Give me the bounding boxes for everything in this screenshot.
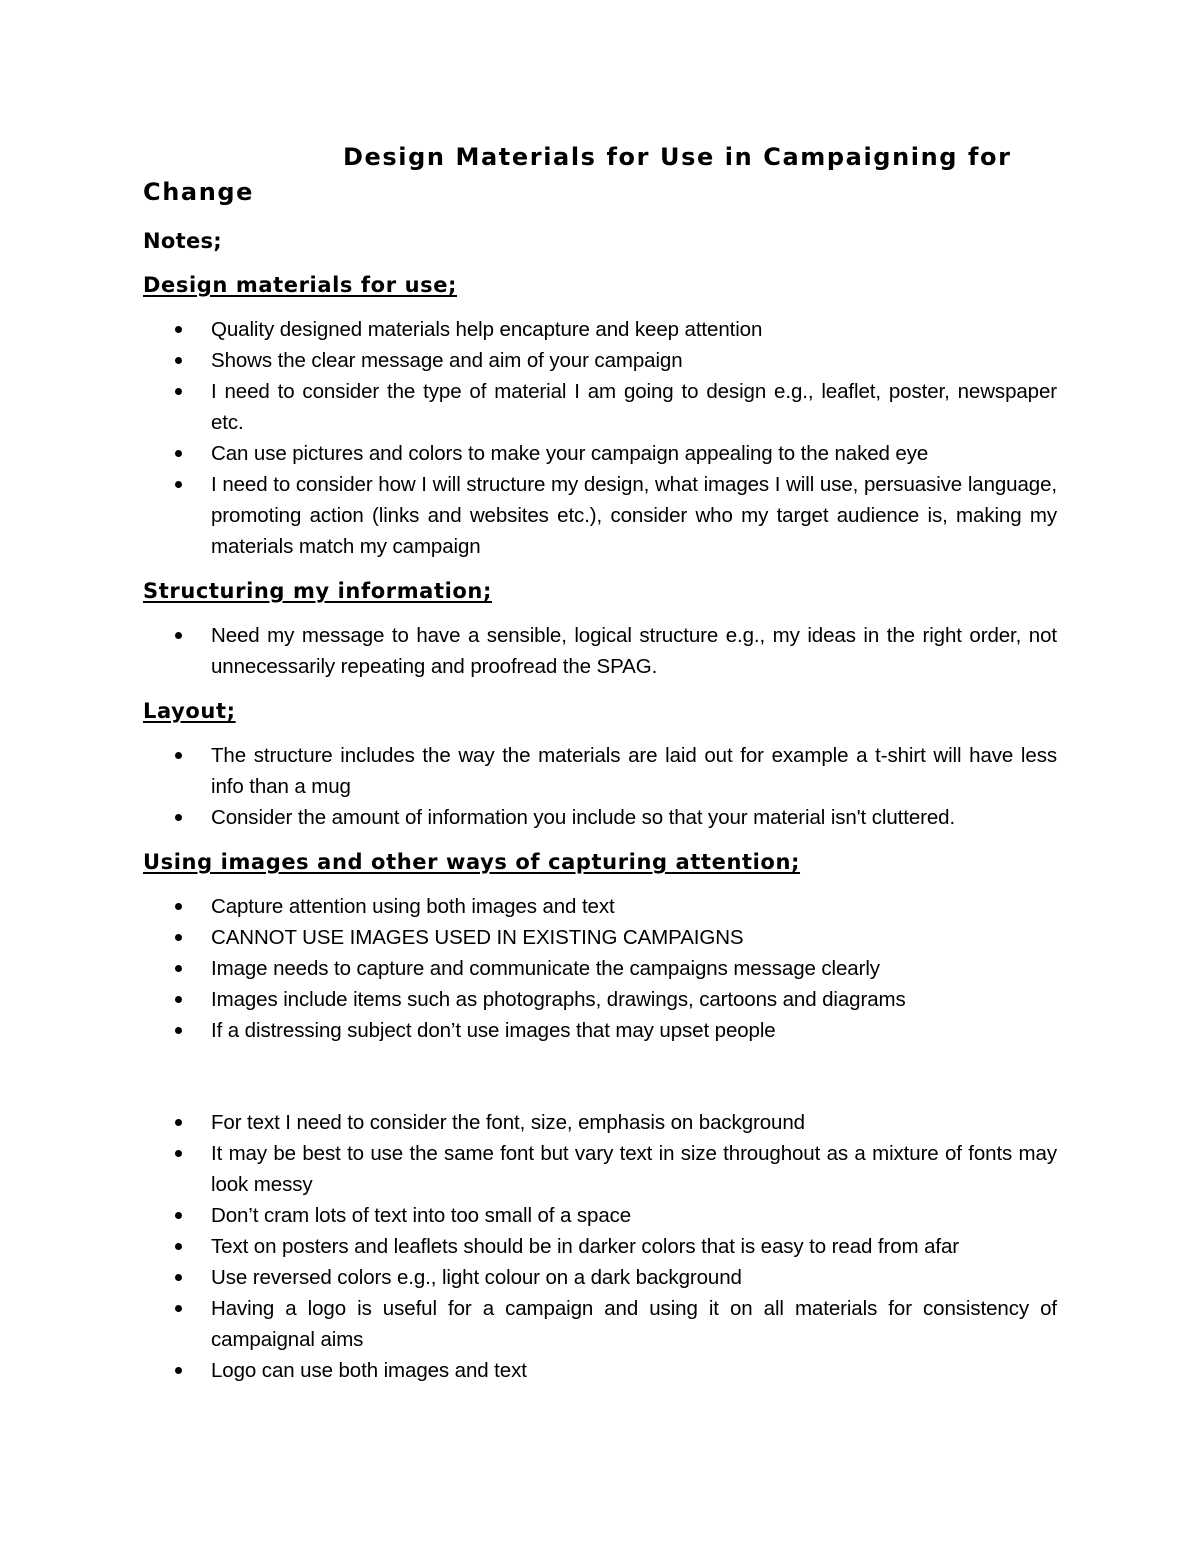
notes-label: Notes; xyxy=(143,229,222,253)
list-item: Quality designed materials help encapture and keep attention xyxy=(143,314,1057,345)
title-line-2: Change xyxy=(143,178,255,206)
bullet-list-text-and-logo xyxy=(143,1107,1057,1386)
bullet-icon xyxy=(175,1243,182,1250)
bullet-list-structuring xyxy=(143,620,1057,682)
document-title xyxy=(143,140,1057,210)
bullet-icon xyxy=(175,814,182,821)
list-item: Text on posters and leaflets should be in darker colors that is easy to read from afar xyxy=(143,1231,1057,1262)
bullet-icon xyxy=(175,996,182,1003)
bullet-icon xyxy=(175,1119,182,1126)
list-item: For text I need to consider the font, size, emphasis on background xyxy=(143,1107,1057,1138)
list-item: Logo can use both images and text xyxy=(143,1355,1057,1386)
document-page xyxy=(143,140,1057,1386)
list-item: Shows the clear message and aim of your campaign xyxy=(143,345,1057,376)
list-item: If a distressing subject don’t use images that may upset people xyxy=(143,1015,1057,1046)
list-item: Consider the amount of information you include so that your material isn't cluttered. xyxy=(143,802,1057,833)
bullet-icon xyxy=(175,357,182,364)
list-item: Use reversed colors e.g., light colour on a dark background xyxy=(143,1262,1057,1293)
section-heading-design-materials: Design materials for use; xyxy=(143,273,458,297)
section-heading-structuring: Structuring my information; xyxy=(143,579,492,603)
list-item: Need my message to have a sensible, logical structure e.g., my ideas in the right order, not unnecessarily repeating and proofread the SPAG. xyxy=(143,620,1057,682)
bullet-icon xyxy=(175,1274,182,1281)
section-heading-images: Using images and other ways of capturing attention; xyxy=(143,850,801,874)
list-item: The structure includes the way the materials are laid out for example a t-shirt will have less info than a mug xyxy=(143,740,1057,802)
bullet-list-design-materials xyxy=(143,314,1057,562)
bullet-icon xyxy=(175,1212,182,1219)
list-item: Capture attention using both images and text xyxy=(143,891,1057,922)
bullet-icon xyxy=(175,388,182,395)
list-item: Image needs to capture and communicate the campaigns message clearly xyxy=(143,953,1057,984)
list-item: CANNOT USE IMAGES USED IN EXISTING CAMPAIGNS xyxy=(143,922,1057,953)
bullet-icon xyxy=(175,965,182,972)
bullet-icon xyxy=(175,1150,182,1157)
bullet-icon xyxy=(175,632,182,639)
list-item: Images include items such as photographs, drawings, cartoons and diagrams xyxy=(143,984,1057,1015)
bullet-icon xyxy=(175,1027,182,1034)
bullet-icon xyxy=(175,752,182,759)
bullet-icon xyxy=(175,326,182,333)
list-item: Can use pictures and colors to make your campaign appealing to the naked eye xyxy=(143,438,1057,469)
list-item: I need to consider how I will structure my design, what images I will use, persuasive language, promoting action (links and websites etc.), consider who my target audience is, making my materials match my campaign xyxy=(143,469,1057,562)
list-item: Don’t cram lots of text into too small of a space xyxy=(143,1200,1057,1231)
bullet-list-layout xyxy=(143,740,1057,833)
bullet-icon xyxy=(175,481,182,488)
list-item: I need to consider the type of material I am going to design e.g., leaflet, poster, newspaper etc. xyxy=(143,376,1057,438)
title-line-1: Design Materials for Use in Campaigning for xyxy=(343,143,1012,171)
bullet-icon xyxy=(175,934,182,941)
section-heading-layout: Layout; xyxy=(143,699,236,723)
bullet-icon xyxy=(175,1367,182,1374)
list-item: Having a logo is useful for a campaign and using it on all materials for consistency of campaignal aims xyxy=(143,1293,1057,1355)
list-item: It may be best to use the same font but vary text in size throughout as a mixture of fonts may look messy xyxy=(143,1138,1057,1200)
bullet-icon xyxy=(175,1305,182,1312)
bullet-list-images xyxy=(143,891,1057,1046)
bullet-icon xyxy=(175,450,182,457)
bullet-icon xyxy=(175,903,182,910)
